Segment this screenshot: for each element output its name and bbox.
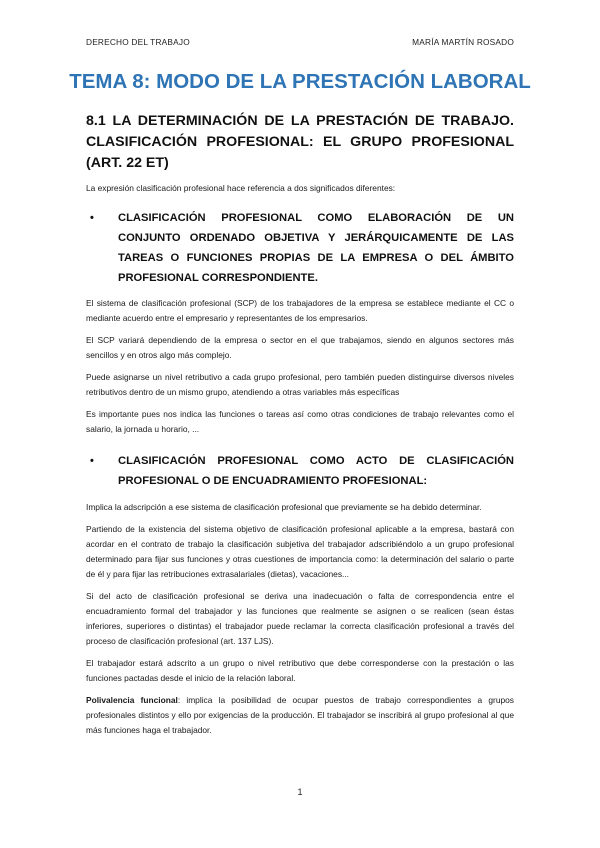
intro-paragraph: La expresión clasificación profesional hace referencia a dos significados diferentes: [86, 183, 396, 193]
bullet-text: CLASIFICACIÓN PROFESIONAL COMO ELABORACIÓN DE UN CONJUNTO ORDENADO OBJETIVA Y JERÁRQUICAMENTE DE LAS TAREAS O FUNCIONES PROPIAS DE LA EMPRESA O DEL ÁMBITO PROFESIONAL CORRESPONDIENTE. [118, 212, 514, 284]
document-body [86, 111, 514, 745]
header-course: DERECHO DEL TRABAJO [86, 37, 190, 47]
term-label: Polivalencia funcional [86, 695, 178, 705]
paragraph-polivalencia [86, 693, 514, 738]
paragraph: El SCP variará dependiendo de la empresa o sector en el que trabajamos, siendo en algunos sectores más sencillos y en otros algo más complejo. [86, 335, 514, 360]
paragraph: Partiendo de la existencia del sistema objetivo de clasificación profesional aplicable a la empresa, bastará con acordar en el contrato de trabajo la clasificación subjetiva del trabajador adscribiéndolo a un grupo profesional determinado para fijar sus funciones y otras cuestiones de importancia como: la determinación del salario o parte de él y para fijar las retribuciones extrasalariales (dietas), vacaciones... [86, 524, 514, 579]
section-heading: 8.1 LA DETERMINACIÓN DE LA PRESTACIÓN DE TRABAJO. CLASIFICACIÓN PROFESIONAL: EL GRUPO PROFESIONAL (ART. 22 ET) [86, 113, 514, 171]
bullet-icon: • [90, 455, 94, 467]
page-header [86, 37, 514, 51]
bullet-item-1 [86, 208, 514, 288]
paragraph: El trabajador estará adscrito a un grupo o nivel retributivo que debe corresponderse con la prestación o las funciones pactadas desde el inicio de la relación laboral. [86, 658, 514, 683]
bullet-item-2 [86, 451, 514, 491]
page-title: TEMA 8: MODO DE LA PRESTACIÓN LABORAL [69, 70, 531, 93]
term-definition: : implica la posibilidad de ocupar puestos de trabajo correspondientes a grupos profesionales distintos y ello por exigencias de la producción. El trabajador se inscribirá al grupo profesional al que más funciones haga el trabajador. [86, 695, 514, 735]
paragraph: Si del acto de clasificación profesional se deriva una inadecuación o falta de correspondencia entre el encuadramiento formal del trabajador y las funciones que realmente se asignen o se realicen (sean éstas inferiores, superiores o distintas) el trabajador puede reclamar la correcta clasificación profesional a través del proceso de clasificación profesional (art. 137 LJS). [86, 591, 514, 646]
header-author: MARÍA MARTÍN ROSADO [412, 37, 514, 47]
paragraph: Puede asignarse un nivel retributivo a cada grupo profesional, pero también pueden distinguirse diversos niveles retributivos dentro de un mismo grupo, atendiendo a otras variables más específicas [86, 372, 514, 397]
page-number: 1 [297, 787, 303, 797]
paragraph: Implica la adscripción a ese sistema de clasificación profesional que previamente se ha debido determinar. [86, 502, 482, 512]
paragraph: El sistema de clasificación profesional (SCP) de los trabajadores de la empresa se establece mediante el CC o mediante acuerdo entre el empresario y representantes de los empresarios. [86, 298, 514, 323]
paragraph: Es importante pues nos indica las funciones o tareas así como otras condiciones de trabajo relevantes como el salario, la jornada u horario, ... [86, 409, 514, 434]
bullet-icon: • [90, 212, 94, 224]
bullet-text: CLASIFICACIÓN PROFESIONAL COMO ACTO DE CLASIFICACIÓN PROFESIONAL O DE ENCUADRAMIENTO PROFESIONAL: [118, 455, 514, 487]
